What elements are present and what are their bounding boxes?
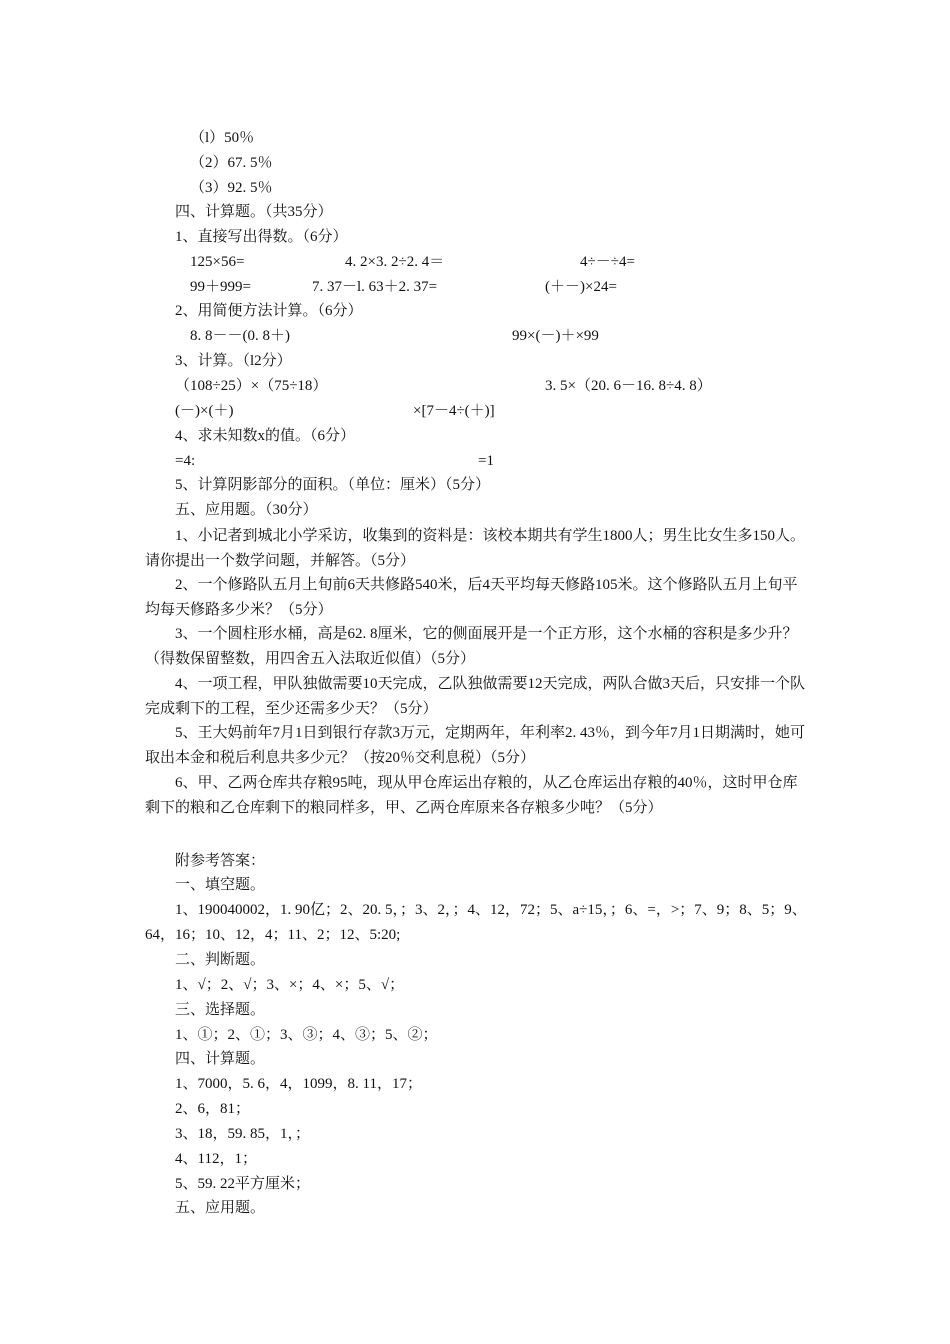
q2-item: 99×(－)＋×99 [512,328,599,344]
q4-title: 4、求未知数x的值。（6分） [175,428,356,444]
problem-6: 6、甲、乙两仓库共存粮95吨，现从甲仓库运出存粮的，从乙仓库运出存粮的40％，这时甲仓库剩下的粮和乙仓库剩下的粮同样多，甲、乙两仓库原来各存粮多少吨？（5分） [145,775,798,816]
problem-1: 1、小记者到城北小学采访，收集到的资料是：该校本期共有学生1800人；男生比女生多150人。请你提出一个数学问题，并解答。（5分） [145,528,806,569]
answers-s2-text: 1、√；2、√；3、×；4、×；5、√； [175,977,405,993]
q1-item: 4. 2×3. 2÷2. 4＝ [345,254,445,270]
answers-s2-title: 二、判断题。 [175,952,266,968]
option-3: （3）92. 5％ [190,180,273,196]
answers-s4-line: 3、18，59. 85，1，； [175,1126,311,1142]
q2-item: 8. 8－－(0. 8＋) [190,328,290,344]
answers-title: 附参考答案： [175,853,266,869]
q3-item: ×[7－4÷(＋)] [413,403,495,419]
q3-item: (－)×(＋) [175,403,234,419]
q4-item: =4: [175,453,196,469]
problem-3: 3、一个圆柱形水桶，高是62. 8厘米，它的侧面展开是一个正方形，这个水桶的容积是多少升？（得数保留整数，用四舍五入法取近似值）（5分） [145,626,798,667]
answers-s4-line: 5、59. 22平方厘米； [175,1176,311,1192]
section-4-title: 四、计算题。（共35分） [175,204,333,220]
q1-item: 99＋999= [190,279,251,295]
answers-s3-text: 1、①；2、①；3、③；4、③；5、②； [175,1027,438,1043]
q3-item: （108÷25）×（75÷18） [175,378,328,394]
q1-item: 4÷－÷4= [580,254,635,270]
answers-s4-line: 2、6，81； [175,1101,251,1117]
problem-2: 2、一个修路队五月上旬前6天共修路540米，后4天平均每天修路105米。这个修路队五月上旬平均每天修路多少米？（5分） [145,577,798,618]
q3-title: 3、计算。（l2分） [175,353,292,369]
problem-5: 5、王大妈前年7月1日到银行存款3万元，定期两年，年利率2. 43％，到今年7月1日期满时，她可取出本金和税后利息共多少元？（按20％交利息税）（5分） [145,725,806,766]
q1-item: 7. 37－l. 63＋2. 37= [312,279,438,295]
q4-item: =1 [478,453,494,469]
q3-item: 3. 5×（20. 6－16. 8÷4. 8） [545,378,712,394]
q2-title: 2、用简便方法计算。（6分） [175,303,363,319]
q5-title: 5、计算阴影部分的面积。（单位：厘米）（5分） [175,477,491,493]
answers-s4-line: 4、112，1； [175,1151,257,1167]
option-2: （2）67. 5％ [190,155,273,171]
q1-item: 125×56= [190,254,245,270]
answers-s3-title: 三、选择题。 [175,1002,266,1018]
answers-s1-title: 一、填空题。 [175,877,266,893]
answers-s1-text: 1、190040002，1. 90亿；2、20. 5，；3、2，；4、12，72；5、a÷15，；6、=，>；7、9；8、5；9、64，16；10、12，4；11、2；12、5:20; [145,902,807,943]
answers-s5-title: 五、应用题。 [175,1200,266,1216]
option-1: （l）50％ [190,130,255,146]
q1-title: 1、直接写出得数。（6分） [175,229,348,245]
problem-4: 4、一项工程，甲队独做需要10天完成，乙队独做需要12天完成，两队合做3天后，只安排一个队完成剩下的工程，至少还需多少天？（5分） [145,676,806,717]
section-5-title: 五、应用题。（30分） [175,502,318,518]
answers-s4-title: 四、计算题。 [175,1051,266,1067]
answers-s4-line: 1、7000，5. 6，4，1099，8. 11，17； [175,1076,422,1092]
q1-item: (＋－)×24= [545,279,617,295]
